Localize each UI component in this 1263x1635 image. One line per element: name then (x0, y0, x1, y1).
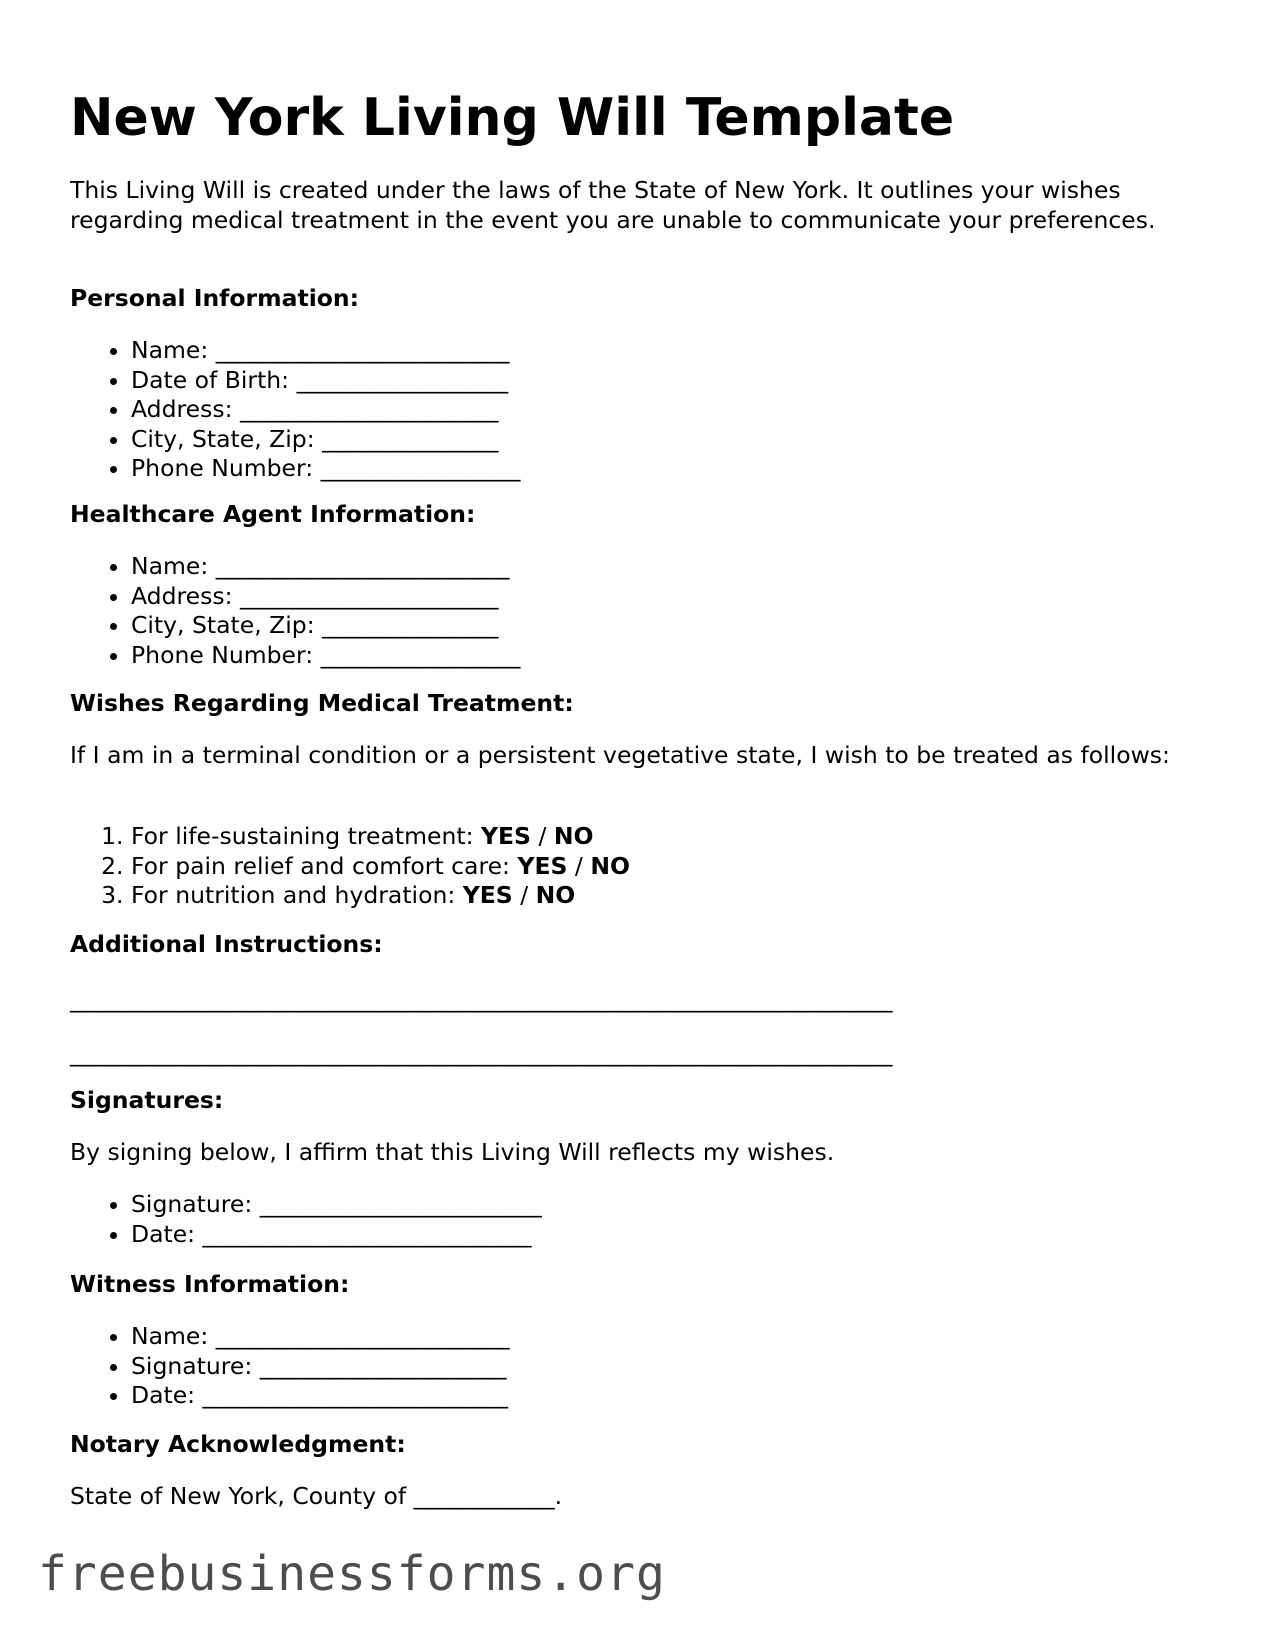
yes-option: YES (517, 851, 568, 880)
list-item: • Name: _________________________ (131, 336, 520, 366)
list-item: • Signature: ________________________ (131, 1190, 542, 1220)
signatures-paragraph: By signing below, I affirm that this Living Will reflects my wishes. (70, 1138, 835, 1166)
witness-list (70, 1322, 509, 1411)
separator: / (512, 881, 536, 909)
agent-info-list (70, 552, 520, 670)
wish-label: For pain relief and comfort care: (131, 851, 518, 880)
list-item: • Date: ____________________________ (131, 1220, 542, 1250)
list-item (131, 852, 630, 882)
personal-info-heading: Personal Information: (70, 284, 360, 312)
blank-line: ______________________________________________________________________ (70, 1039, 893, 1067)
list-item: • Address: ______________________ (131, 395, 520, 425)
yes-option: YES (462, 881, 513, 909)
wishes-paragraph: If I am in a terminal condition or a persistent vegetative state, I wish to be treated as follows: (70, 741, 1170, 769)
watermark-logo: freebusinessforms.org (38, 1546, 666, 1602)
no-option: NO (590, 851, 630, 880)
list-item: • Name: _________________________ (131, 1322, 509, 1352)
signatures-heading: Signatures: (70, 1086, 224, 1114)
no-option: NO (535, 881, 576, 909)
notary-heading: Notary Acknowledgment: (70, 1430, 406, 1458)
wish-label: For life-sustaining treatment: (131, 822, 481, 850)
page-title: New York Living Will Template (70, 88, 955, 148)
no-option: NO (553, 822, 594, 850)
separator: / (567, 851, 591, 880)
agent-info-heading: Healthcare Agent Information: (70, 500, 476, 528)
list-item: • City, State, Zip: _______________ (131, 611, 520, 641)
list-item (131, 822, 630, 852)
wishes-heading: Wishes Regarding Medical Treatment: (70, 689, 574, 717)
additional-instructions-heading: Additional Instructions: (70, 930, 383, 958)
yes-option: YES (480, 822, 531, 850)
notary-text: State of New York, County of ____________. (70, 1482, 563, 1510)
list-item: • Phone Number: _________________ (131, 641, 520, 671)
list-item: • Name: _________________________ (131, 552, 520, 582)
list-item: • Phone Number: _________________ (131, 454, 520, 484)
list-item: • Date: __________________________ (131, 1381, 509, 1411)
list-item: • Date of Birth: __________________ (131, 366, 520, 396)
list-item: • Signature: _____________________ (131, 1352, 509, 1382)
wish-label: For nutrition and hydration: (131, 881, 463, 909)
witness-heading: Witness Information: (70, 1270, 350, 1298)
list-item: • City, State, Zip: _______________ (131, 425, 520, 455)
signatures-list (70, 1190, 542, 1249)
blank-line: ______________________________________________________________________ (70, 985, 893, 1013)
intro-paragraph: This Living Will is created under the laws of the State of New York. It outlines your wishes regarding medical treatment in the event you are unable to communicate your preferences. (70, 176, 1156, 234)
list-item: • Address: ______________________ (131, 582, 520, 612)
wishes-list (70, 822, 630, 911)
personal-info-list (70, 336, 520, 484)
list-item (131, 881, 630, 911)
separator: / (530, 822, 554, 850)
